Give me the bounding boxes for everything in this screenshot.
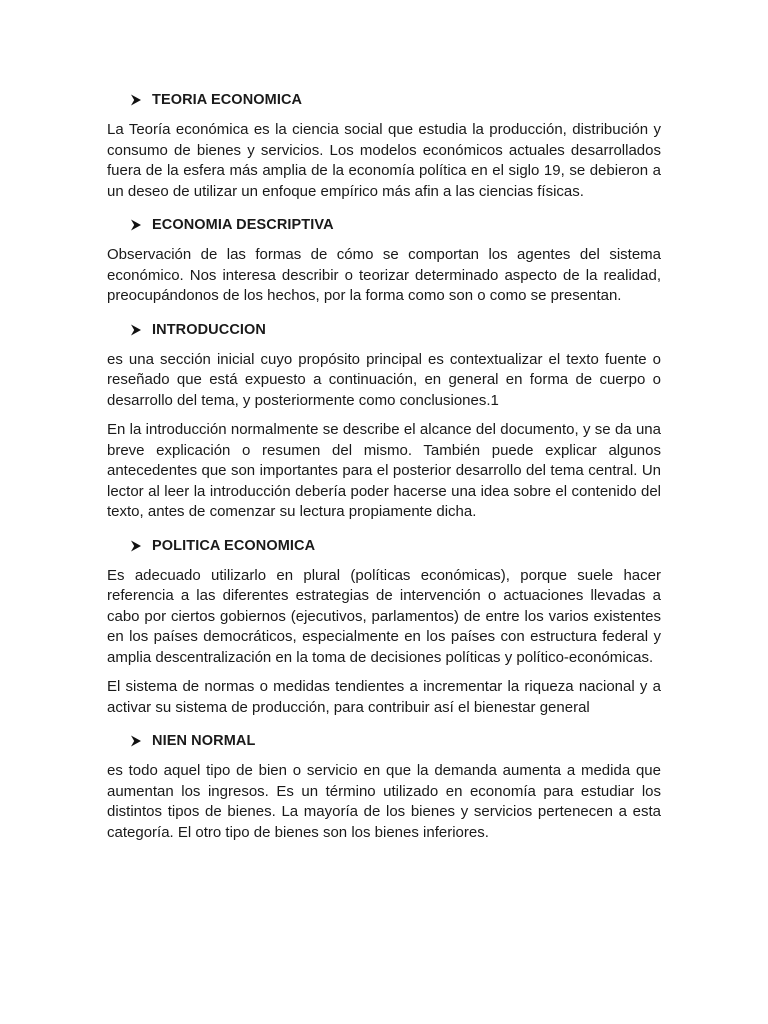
section-heading-text: TEORIA ECONOMICA	[152, 92, 303, 108]
section-heading-text: ECONOMIA DESCRIPTIVA	[152, 217, 334, 233]
section-heading-text: NIEN NORMAL	[152, 733, 256, 749]
paragraph: La Teoría económica es la ciencia social que estudia la producción, distribución y consumo de bienes y servicios. Los modelos económicos actuales desarrollados fuera de la esfera más amplia de la economía política en el siglo 19, se debieron a un deseo de utilizar un enfoque empírico más afin a las ciencias físicas.	[107, 121, 661, 200]
paragraph: Es adecuado utilizarlo en plural (políticas económicas), porque suele hacer referencia a las diferentes estrategias de intervención o actuaciones llevadas a cabo por ciertos gobiernos (ejecutivos, parlamentos) de entre los varios existentes en los países democráticos, especialmente en los países con estructura federal y amplia descentralización en la toma de decisiones políticas y político-económicas.	[107, 566, 661, 666]
section-heading	[130, 211, 661, 239]
arrowhead-bullet-icon	[130, 540, 142, 552]
section-heading	[130, 727, 661, 755]
section-heading-text: INTRODUCCION	[152, 321, 266, 338]
section-heading	[130, 532, 661, 560]
paragraph: es una sección inicial cuyo propósito principal es contextualizar el texto fuente o reseñado que está expuesto a continuación, en general en forma de cuerpo o desarrollo del tema, y posteriormente como conclusiones.1	[107, 350, 661, 409]
document-page	[107, 86, 661, 852]
arrowhead-bullet-icon	[130, 324, 142, 336]
section-heading-text: POLITICA ECONOMICA	[152, 537, 316, 554]
arrowhead-bullet-icon	[130, 735, 142, 747]
paragraph: En la introducción normalmente se describe el alcance del documento, y se da una breve explicación o resumen del mismo. También puede explicar algunos antecedentes que son importantes para el posterior desarrollo del tema central. Un lector al leer la introducción debería poder hacerse una idea sobre el contenido del texto, antes de comenzar su lectura propiamente dicha.	[107, 421, 661, 520]
arrowhead-bullet-icon	[130, 219, 142, 231]
paragraph: El sistema de normas o medidas tendientes a incrementar la riqueza nacional y a activar su sistema de producción, para contribuir así el bienestar general	[107, 678, 661, 716]
paragraph: es todo aquel tipo de bien o servicio en que la demanda aumenta a medida que aumentan los ingresos. Es un término utilizado en economía para estudiar los distintos tipos de bienes. La mayoría de los bienes y servicios pertenecen a esta categoría. El otro tipo de bienes son los bienes inferiores.	[107, 762, 661, 841]
section-heading	[130, 316, 661, 344]
section-heading	[130, 86, 661, 114]
paragraph: Observación de las formas de cómo se comportan los agentes del sistema económico. Nos interesa describir o teorizar determinado aspecto de la realidad, preocupándonos de los hechos, por la forma como son o como se presentan.	[107, 246, 661, 304]
arrowhead-bullet-icon	[130, 94, 142, 106]
